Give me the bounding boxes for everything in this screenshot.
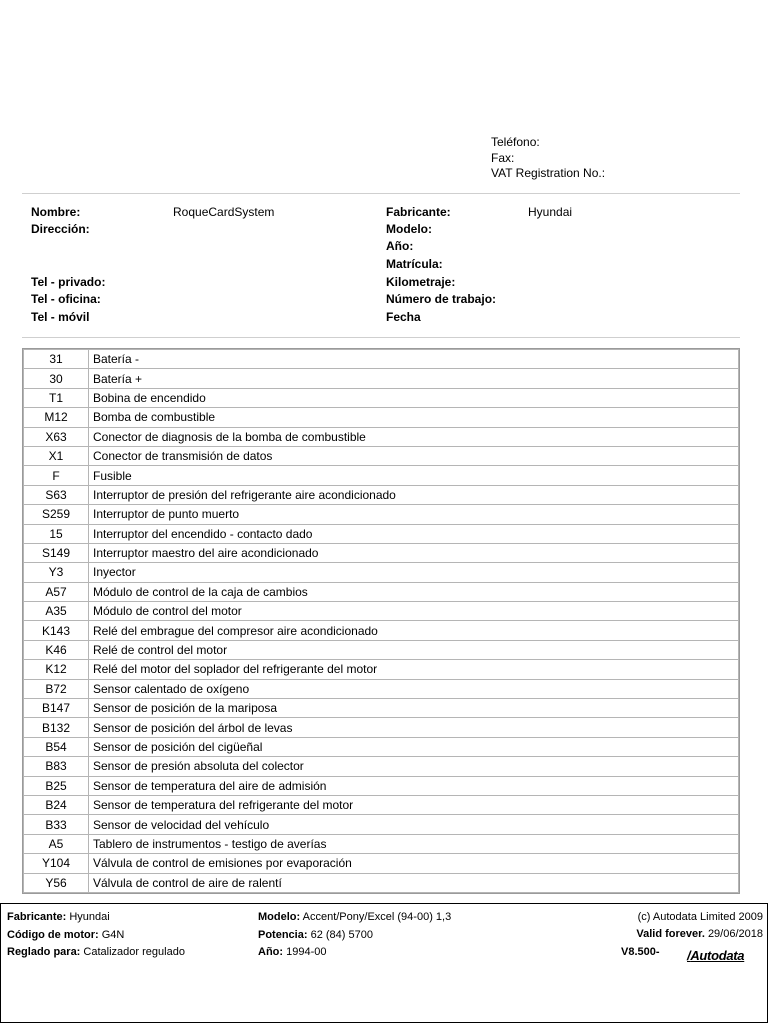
legend-row — [24, 776, 739, 795]
footer-modelo-value: Accent/Pony/Excel (94-00) 1,3 — [302, 911, 452, 923]
legend-row — [24, 854, 739, 873]
legend-row — [24, 408, 739, 427]
legend-row — [24, 621, 739, 640]
footer-version-text: V8.500- — [621, 946, 660, 958]
ano-label: Año: — [386, 239, 414, 253]
footer-valid — [636, 928, 763, 940]
legend-description: Interruptor de presión del refrigerante aire acondicionado — [89, 485, 739, 504]
legend-table — [23, 349, 739, 893]
footer-reglado-value: Catalizador regulado — [83, 946, 185, 958]
legend-description: Interruptor maestro del aire acondicionado — [89, 543, 739, 562]
tel-oficina-label: Tel - oficina: — [31, 292, 101, 306]
footer-fabricante — [7, 911, 110, 923]
legend-code: S259 — [24, 505, 89, 524]
footer-codigo-motor-value: G4N — [101, 929, 125, 941]
legend-description: Fusible — [89, 466, 739, 485]
legend-description: Bomba de combustible — [89, 408, 739, 427]
fecha-label: Fecha — [386, 310, 421, 324]
legend-row — [24, 834, 739, 853]
footer-fabricante-value: Hyundai — [69, 911, 110, 923]
legend-row — [24, 679, 739, 698]
legend-row — [24, 718, 739, 737]
legend-description: Sensor de posición del cigüeñal — [89, 737, 739, 756]
legend-description: Inyector — [89, 563, 739, 582]
footer-ano — [258, 946, 326, 958]
legend-row — [24, 350, 739, 369]
legend-code: T1 — [24, 388, 89, 407]
footer-valid-date: 29/06/2018 — [707, 928, 763, 940]
legend-description: Sensor de velocidad del vehículo — [89, 815, 739, 834]
legend-description: Relé de control del motor — [89, 640, 739, 659]
legend-code: 30 — [24, 369, 89, 388]
legend-code: A5 — [24, 834, 89, 853]
legend-row — [24, 815, 739, 834]
legend-code: K143 — [24, 621, 89, 640]
fabricante-value: Hyundai — [528, 205, 573, 219]
legend-row — [24, 582, 739, 601]
telefono-label: Teléfono: — [491, 135, 540, 149]
legend-description: Relé del motor del soplador del refrigerante del motor — [89, 660, 739, 679]
vat-label: VAT Registration No.: — [491, 166, 606, 180]
legend-row — [24, 505, 739, 524]
legend-description: Sensor de posición de la mariposa — [89, 699, 739, 718]
legend-row — [24, 873, 739, 892]
legend-row — [24, 660, 739, 679]
legend-description: Válvula de control de aire de ralentí — [89, 873, 739, 892]
legend-description: Relé del embrague del compresor aire acondicionado — [89, 621, 739, 640]
legend-code: B25 — [24, 776, 89, 795]
footer-reglado-label: Reglado para: — [7, 946, 81, 958]
legend-row — [24, 640, 739, 659]
legend-row — [24, 563, 739, 582]
legend-row — [24, 485, 739, 504]
legend-row — [24, 757, 739, 776]
legend-description: Tablero de instrumentos - testigo de averías — [89, 834, 739, 853]
legend-description: Batería + — [89, 369, 739, 388]
footer-ano-label: Año: — [258, 946, 284, 958]
legend-row — [24, 446, 739, 465]
legend-code: Y104 — [24, 854, 89, 873]
matricula-label: Matrícula: — [386, 257, 443, 271]
footer-valid-label: Valid forever. — [636, 928, 705, 940]
legend-description: Sensor calentado de oxígeno — [89, 679, 739, 698]
footer-ano-value: 1994-00 — [286, 946, 327, 958]
legend-code: S149 — [24, 543, 89, 562]
legend-code: 15 — [24, 524, 89, 543]
component-legend — [22, 348, 740, 894]
legend-code: B24 — [24, 795, 89, 814]
legend-row — [24, 369, 739, 388]
legend-code: 31 — [24, 350, 89, 369]
legend-code: K46 — [24, 640, 89, 659]
footer-copyright: (c) Autodata Limited 2009 — [637, 911, 763, 923]
legend-code: B147 — [24, 699, 89, 718]
legend-code: B72 — [24, 679, 89, 698]
tel-privado-label: Tel - privado: — [31, 275, 106, 289]
nombre-value: RoqueCardSystem — [173, 205, 275, 219]
legend-row — [24, 524, 739, 543]
divider-middle — [22, 337, 740, 338]
footer-potencia-value: 62 (84) 5700 — [310, 929, 373, 941]
autodata-logo: /Autodata — [687, 948, 745, 963]
legend-description: Conector de transmisión de datos — [89, 446, 739, 465]
legend-code: A35 — [24, 602, 89, 621]
autodata-logo-text: Autodata — [690, 948, 745, 963]
legend-description: Batería - — [89, 350, 739, 369]
legend-row — [24, 427, 739, 446]
footer-codigo-motor — [7, 929, 124, 941]
legend-description: Válvula de control de emisiones por evaporación — [89, 854, 739, 873]
legend-code: Y3 — [24, 563, 89, 582]
legend-row — [24, 466, 739, 485]
legend-description: Bobina de encendido — [89, 388, 739, 407]
legend-description: Interruptor de punto muerto — [89, 505, 739, 524]
legend-description: Sensor de temperatura del aire de admisión — [89, 776, 739, 795]
footer-codigo-motor-label: Código de motor: — [7, 929, 99, 941]
legend-row — [24, 602, 739, 621]
modelo-label: Modelo: — [386, 222, 432, 236]
legend-row — [24, 388, 739, 407]
legend-code: K12 — [24, 660, 89, 679]
legend-code: B54 — [24, 737, 89, 756]
footer-potencia-label: Potencia: — [258, 929, 308, 941]
legend-row — [24, 737, 739, 756]
fabricante-label: Fabricante: — [386, 205, 451, 219]
legend-description: Sensor de presión absoluta del colector — [89, 757, 739, 776]
footer-fabricante-label: Fabricante: — [7, 911, 67, 923]
legend-code: Y56 — [24, 873, 89, 892]
legend-row — [24, 795, 739, 814]
footer-version — [621, 946, 660, 958]
nombre-label: Nombre: — [31, 205, 81, 219]
footer-modelo-label: Modelo: — [258, 911, 301, 923]
direccion-label: Dirección: — [31, 222, 90, 236]
legend-code: A57 — [24, 582, 89, 601]
legend-description: Interruptor del encendido - contacto dado — [89, 524, 739, 543]
legend-description: Sensor de posición del árbol de levas — [89, 718, 739, 737]
legend-row — [24, 699, 739, 718]
legend-code: X1 — [24, 446, 89, 465]
legend-code: B132 — [24, 718, 89, 737]
tel-movil-label: Tel - móvil — [31, 310, 90, 324]
fax-label: Fax: — [491, 150, 515, 165]
legend-code: M12 — [24, 408, 89, 427]
numero-trabajo-label: Número de trabajo: — [386, 292, 497, 306]
legend-code: B83 — [24, 757, 89, 776]
legend-code: S63 — [24, 485, 89, 504]
legend-code: B33 — [24, 815, 89, 834]
kilometraje-label: Kilometraje: — [386, 275, 456, 289]
contact-block — [491, 135, 605, 182]
divider-top — [22, 193, 740, 194]
footer-reglado — [7, 946, 185, 958]
legend-code: F — [24, 466, 89, 485]
footer-box — [0, 903, 768, 1023]
legend-description: Sensor de temperatura del refrigerante del motor — [89, 795, 739, 814]
legend-description: Conector de diagnosis de la bomba de combustible — [89, 427, 739, 446]
legend-row — [24, 543, 739, 562]
footer-potencia — [258, 929, 373, 941]
legend-description: Módulo de control de la caja de cambios — [89, 582, 739, 601]
legend-code: X63 — [24, 427, 89, 446]
legend-description: Módulo de control del motor — [89, 602, 739, 621]
footer-modelo — [258, 911, 451, 923]
